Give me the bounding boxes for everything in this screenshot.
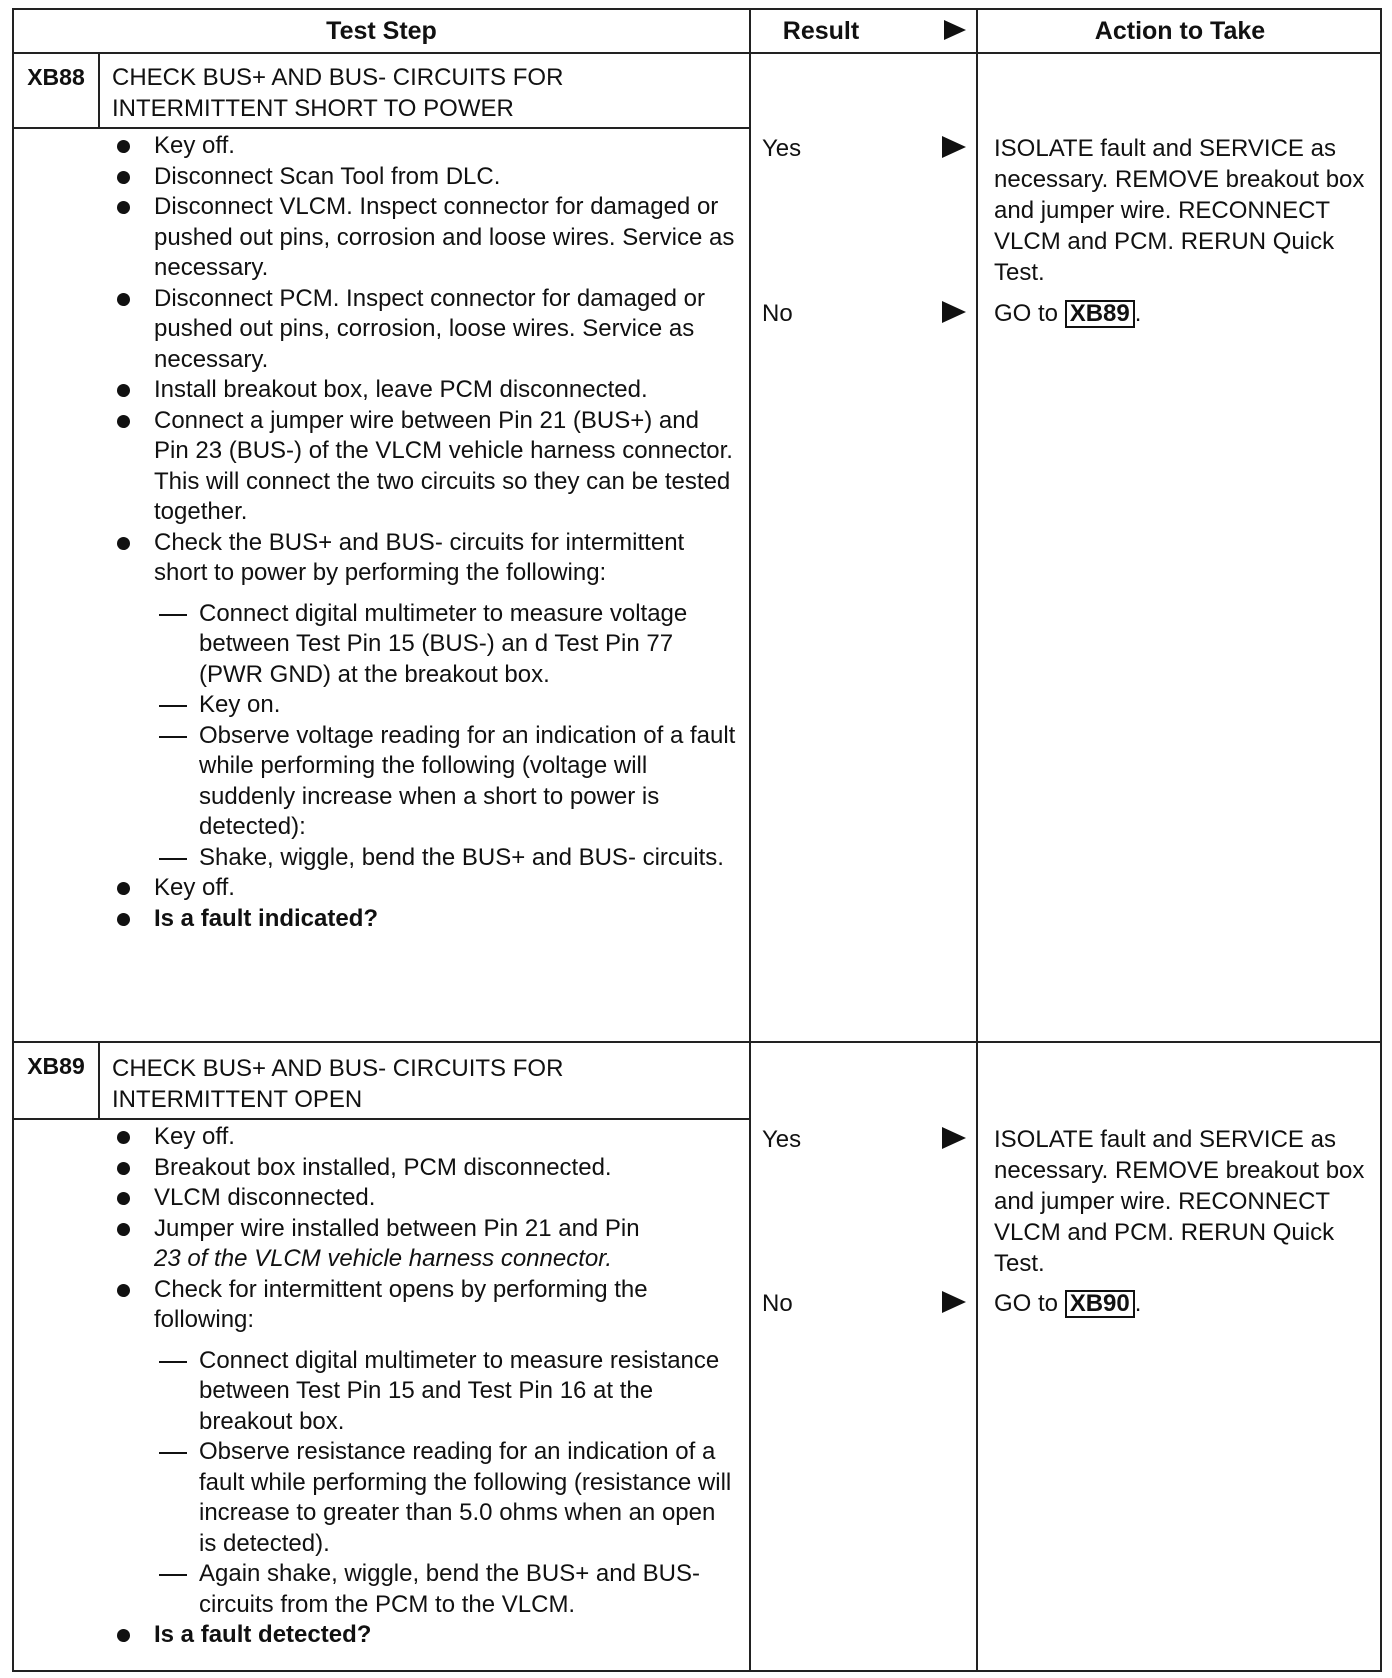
- header-divider: [14, 52, 1380, 54]
- action-no-xb89: GO to XB90 .: [994, 1290, 1142, 1317]
- arrow-icon: [942, 301, 966, 323]
- test-table: [12, 8, 1382, 1672]
- list-item: Key off.: [14, 873, 749, 904]
- list-item: Key off.: [14, 1122, 749, 1153]
- result-yes-xb88: Yes: [762, 135, 802, 162]
- list-item: Check for intermittent opens by performing the following:: [14, 1275, 749, 1336]
- goto-xb90-link[interactable]: XB90: [1065, 1290, 1135, 1318]
- section-divider: [14, 1041, 1380, 1043]
- sub-item: Shake, wiggle, bend the BUS+ and BUS- circuits.: [14, 843, 749, 874]
- arrow-icon: [942, 136, 966, 158]
- action-yes-xb88: ISOLATE fault and SERVICE as necessary. REMOVE breakout box and jumper wire. RECONNECT VLCM and PCM. RERUN Quick Test.: [994, 135, 1365, 286]
- result-no-xb88: No: [762, 300, 793, 327]
- question-xb88: Is a fault indicated?: [14, 904, 749, 935]
- header-test-step: Test Step: [326, 16, 437, 45]
- header-arrow-icon: [944, 20, 966, 40]
- header-action: Action to Take: [1094, 16, 1266, 45]
- arrow-icon: [942, 1291, 966, 1313]
- list-item: Connect a jumper wire between Pin 21 (BUS+) and Pin 23 (BUS-) of the VLCM vehicle harness connector. This will connect the two circuits so they can be tested together.: [14, 406, 749, 528]
- action-no-xb88: GO to XB89 .: [994, 300, 1142, 327]
- result-no-xb89: No: [762, 1290, 793, 1317]
- result-yes-xb89: Yes: [762, 1126, 802, 1153]
- sub-item: Again shake, wiggle, bend the BUS+ and BUS- circuits from the PCM to the VLCM.: [14, 1559, 749, 1620]
- id-divider: [98, 54, 100, 127]
- column-divider-action: [976, 10, 978, 1670]
- sub-item: Observe resistance reading for an indication of a fault while performing the following (resistance will increase to greater than 5.0 ohms when an open is detected).: [14, 1437, 749, 1559]
- step-list-xb88: [14, 131, 749, 934]
- sub-item: Connect digital multimeter to measure resistance between Test Pin 15 and Test Pin 16 at the breakout box.: [14, 1346, 749, 1438]
- list-item: Check the BUS+ and BUS- circuits for intermittent short to power by performing the following:: [14, 528, 749, 589]
- id-divider: [98, 1043, 100, 1118]
- step-id-xb88: XB88: [27, 64, 85, 90]
- arrow-icon: [942, 1127, 966, 1149]
- step-title-xb89: CHECK BUS+ AND BUS- CIRCUITS FOR INTERMITTENT OPEN: [112, 1055, 564, 1113]
- title-divider: [14, 1118, 749, 1120]
- list-item: Disconnect VLCM. Inspect connector for damaged or pushed out pins, corrosion and loose wires. Service as necessary.: [14, 192, 749, 284]
- list-item: Key off.: [14, 131, 749, 162]
- list-item: Disconnect PCM. Inspect connector for damaged or pushed out pins, corrosion, loose wires. Service as necessary.: [14, 284, 749, 376]
- column-divider-result: [749, 10, 751, 1670]
- goto-xb89-link[interactable]: XB89: [1065, 300, 1135, 328]
- list-item: Breakout box installed, PCM disconnected.: [14, 1153, 749, 1184]
- list-item: Disconnect Scan Tool from DLC.: [14, 162, 749, 193]
- list-item: Jumper wire installed between Pin 21 and Pin 23 of the VLCM vehicle harness connector.: [14, 1214, 749, 1275]
- list-item: Install breakout box, leave PCM disconnected.: [14, 375, 749, 406]
- list-item: VLCM disconnected.: [14, 1183, 749, 1214]
- title-divider: [14, 127, 749, 129]
- sub-item: Connect digital multimeter to measure voltage between Test Pin 15 (BUS-) an d Test Pin 77 (PWR GND) at the breakout box.: [14, 599, 749, 691]
- step-list-xb89: [14, 1122, 749, 1651]
- sub-item: Key on.: [14, 690, 749, 721]
- header-result: Result: [782, 16, 860, 45]
- action-yes-xb89: ISOLATE fault and SERVICE as necessary. REMOVE breakout box and jumper wire. RECONNECT VLCM and PCM. RERUN Quick Test.: [994, 1126, 1365, 1277]
- step-title-xb88: CHECK BUS+ AND BUS- CIRCUITS FOR INTERMITTENT SHORT TO POWER: [112, 64, 564, 122]
- step-id-xb89: XB89: [27, 1053, 85, 1079]
- sub-item: Observe voltage reading for an indication of a fault while performing the following (voltage will suddenly increase when a short to power is detected):: [14, 721, 749, 843]
- question-xb89: Is a fault detected?: [14, 1620, 749, 1651]
